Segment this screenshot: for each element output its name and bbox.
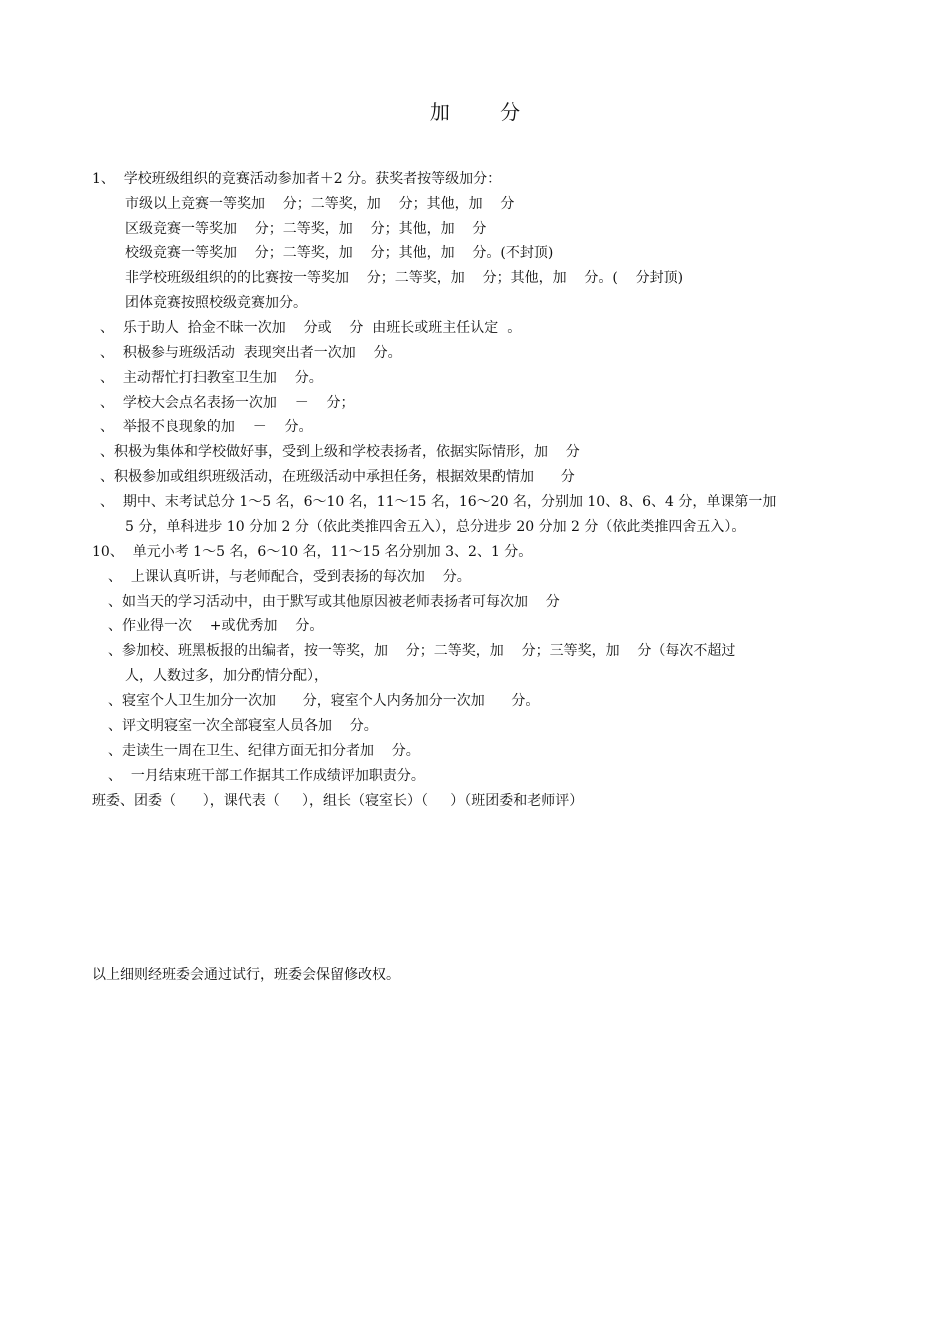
rule-line-10: 、 学校大会点名表扬一次加 － 分； — [100, 395, 355, 411]
rule-line-21: 人，人数过多，加分酌情分配）， — [125, 668, 328, 684]
rule-line-3: 区级竞赛一等奖加 分；二等奖，加 分；其他，加 分 — [125, 221, 487, 237]
rule-line-25: 、 一月结束班干部工作据其工作成绩评加职责分。 — [108, 768, 425, 784]
rule-line-19: 、作业得一次 +或优秀加 分。 — [108, 618, 324, 634]
rule-line-22: 、寝室个人卫生加分一次加 分，寝室个人内务加分一次加 分。 — [108, 693, 540, 709]
rule-line-4: 校级竞赛一等奖加 分；二等奖，加 分；其他，加 分。(不封顶) — [125, 245, 554, 261]
rule-line-1: 1、 学校班级组织的竞赛活动参加者＋2 分。获奖者按等级加分： — [92, 171, 502, 187]
rule-line-14: 、 期中、末考试总分 1～5 名，6～10 名，11～15 名，16～20 名，分别加 10、8、6、4 分，单课第一加 — [100, 494, 777, 510]
rule-line-16: 10、 单元小考 1～5 名，6～10 名，11～15 名分别加 3、2、1 分。 — [92, 544, 533, 560]
rule-line-12: 、积极为集体和学校做好事，受到上级和学校表扬者，依据实际情形，加 分 — [100, 444, 580, 460]
rule-line-17: 、 上课认真听讲，与老师配合，受到表扬的每次加 分。 — [108, 569, 471, 585]
rule-line-5: 非学校班级组织的的比赛按一等奖加 分；二等奖，加 分；其他，加 分。( 分封顶) — [125, 270, 684, 286]
rule-line-7: 、 乐于助人 拾金不昧一次加 分或 分 由班长或班主任认定 。 — [100, 320, 522, 336]
rule-line-6: 团体竞赛按照校级竞赛加分。 — [125, 295, 307, 311]
rule-line-24: 、走读生一周在卫生、纪律方面无扣分者加 分。 — [108, 743, 420, 759]
rule-line-20: 、参加校、班黑板报的出编者，按一等奖，加 分；二等奖，加 分；三等奖，加 分（每次不超过 — [108, 643, 736, 659]
rule-line-11: 、 举报不良现象的加 － 分。 — [100, 419, 313, 435]
page-title: 加 分 — [429, 100, 543, 124]
rule-line-9: 、 主动帮忙打扫教室卫生加 分。 — [100, 370, 323, 386]
rule-line-23: 、评文明寝室一次全部寝室人员各加 分。 — [108, 718, 378, 734]
rule-line-8: 、 积极参与班级活动 表现突出者一次加 分。 — [100, 345, 402, 361]
rule-line-18: 、如当天的学习活动中，由于默写或其他原因被老师表扬者可每次加 分 — [108, 594, 560, 610]
rule-line-26: 班委、团委（ ），课代表（ ），组长（寝室长）（ ）（班团委和老师评） — [92, 793, 584, 809]
footer-note: 以上细则经班委会通过试行，班委会保留修改权。 — [92, 967, 400, 983]
rule-line-13: 、积极参加或组织班级活动，在班级活动中承担任务，根据效果酌情加 分 — [100, 469, 575, 485]
rule-line-15: 5 分，单科进步 10 分加 2 分（依此类推四舍五入），总分进步 20 分加 2 分（依此类推四舍五入）。 — [125, 519, 746, 535]
rule-line-2: 市级以上竞赛一等奖加 分；二等奖，加 分；其他，加 分 — [125, 196, 515, 212]
